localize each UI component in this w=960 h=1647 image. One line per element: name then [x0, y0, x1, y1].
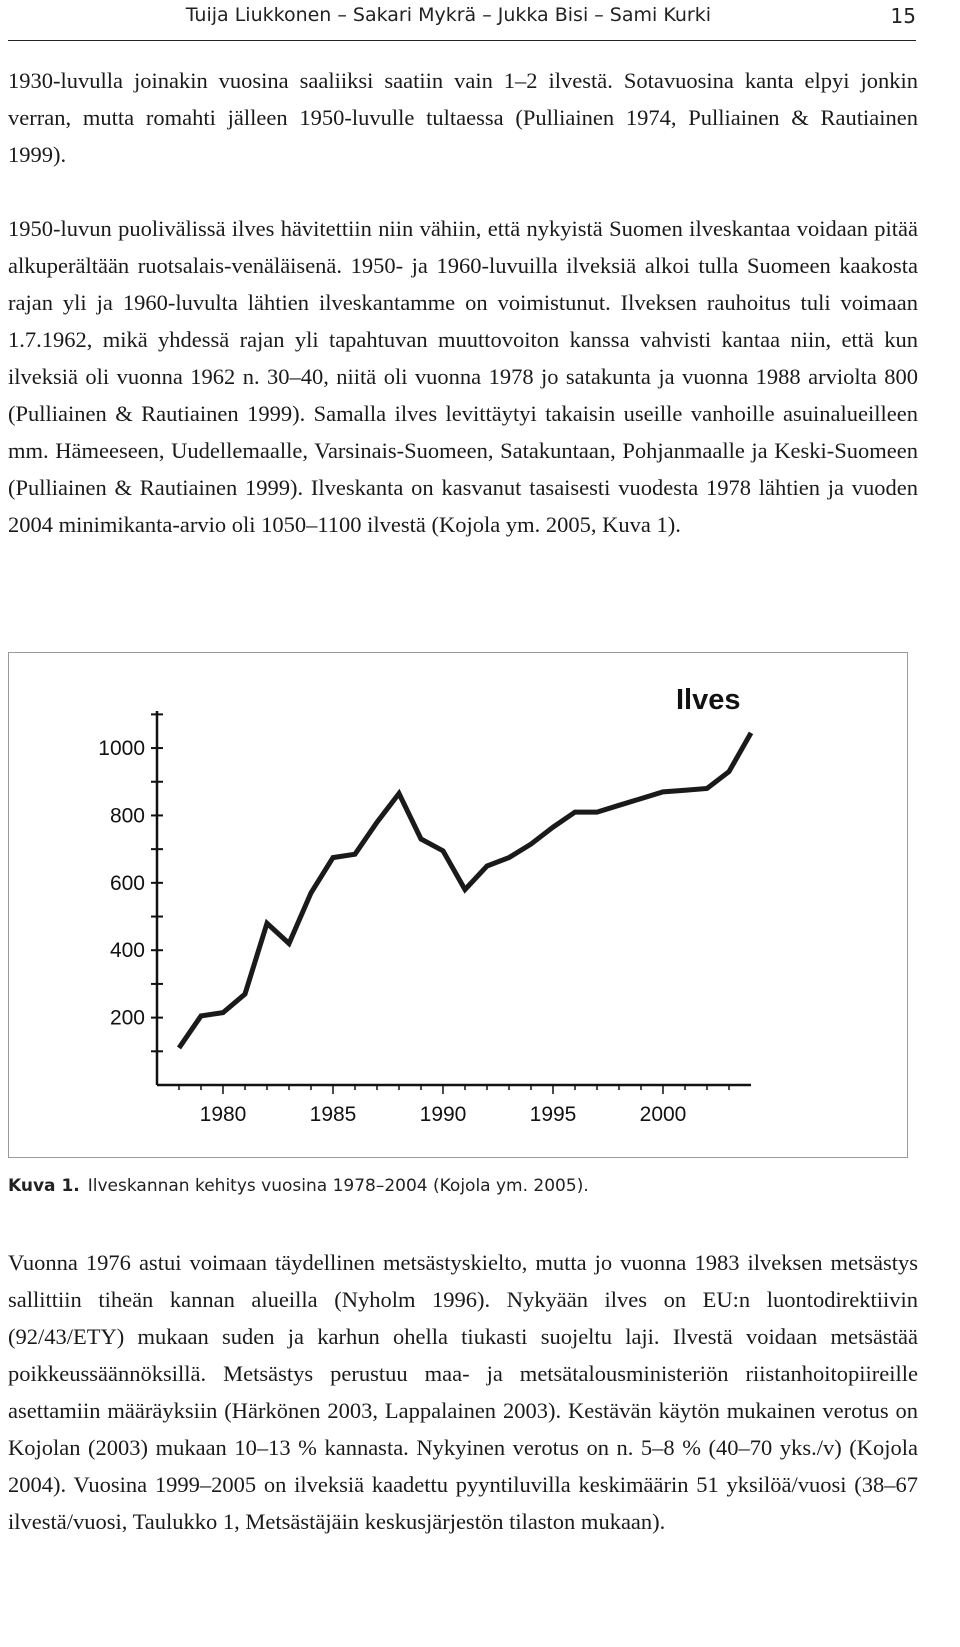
y-tick-label: 200 — [109, 1006, 145, 1030]
running-head-authors: Tuija Liukkonen – Sakari Mykrä – Jukka Bisi – Sami Kurki — [185, 4, 711, 26]
figure-caption — [8, 1176, 918, 1196]
figure-frame — [8, 652, 908, 1158]
paragraph-2: 1950-luvun puolivälissä ilves hävitettiin niin vähiin, että nykyistä Suomen ilveskantaa voidaan pitää alkuperältään ruotsalais-venäläisenä. 1950- ja 1960-luvuilla ilveksiä alkoi tulla Suomeen kaakosta rajan yli ja 1960-luvulta lähtien ilveskantamme on voimistunut. Ilveksen rauhoitus tuli voimaan 1.7.1962, mikä yhdessä rajan yli tapahtuvan muuttovoiton kanssa vahvisti kantaa niin, että kun ilveksiä oli vuonna 1962 n. 30–40, niitä oli vuonna 1978 jo satakunta ja vuonna 1988 arviolta 800 (Pulliainen & Rautiainen 1999). Samalla ilves levittäytyi takaisin useille vanhoille asuinalueilleen mm. Hämeeseen, Uudellemaalle, Varsinais-Suomeen, Satakuntaan, Pohjanmaalle ja Keski-Suomeen (Pulliainen & Rautiainen 1999). Ilveskanta on kasvanut tasaisesti vuodesta 1978 lähtien ja vuoden 2004 minimikanta-arvio oli 1050–1100 ilvestä (Kojola ym. 2005, Kuva 1). — [8, 216, 918, 537]
x-tick-label: 1985 — [309, 1103, 357, 1126]
x-tick-label: 2000 — [639, 1103, 687, 1126]
page-number: 15 — [890, 4, 916, 28]
series-line-ilves — [179, 733, 751, 1048]
paragraph-1: 1930-luvulla joinakin vuosina saaliiksi saatiin vain 1–2 ilvestä. Sotavuosina kanta elpyi jonkin verran, mutta romahti jälleen 1950-luvulle tultaessa (Pulliainen 1974, Pulliainen & Rautiainen 1999). — [8, 68, 918, 167]
y-tick-label: 1000 — [98, 737, 145, 761]
figure-caption-label: Kuva 1. — [8, 1176, 80, 1196]
x-tick-label: 1995 — [529, 1103, 577, 1126]
y-tick-label: 400 — [109, 939, 145, 963]
x-tick-label: 1980 — [199, 1103, 247, 1126]
running-head — [8, 0, 916, 41]
y-tick-label: 800 — [109, 804, 145, 828]
x-tick-label: 1990 — [419, 1103, 467, 1126]
chart-axes — [157, 711, 751, 1085]
y-tick-label: 600 — [109, 871, 145, 895]
figure-caption-text: Ilveskannan kehitys vuosina 1978–2004 (Kojola ym. 2005). — [87, 1176, 589, 1196]
chart-series — [179, 733, 751, 1048]
paragraph-3: Vuonna 1976 astui voimaan täydellinen metsästyskielto, mutta jo vuonna 1983 ilveksen metsästys sallittiin tiheän kannan alueilla (Nyholm 1996). Nykyään ilves on EU:n luontodirektiivin (92/43/ETY) mukaan suden ja karhun ohella tiukasti suojeltu laji. Ilvestä voidaan metsästää poikkeussäännöksillä. Metsästys perustuu maa- ja metsätalousministeriön riistanhoitopiireille asettamiin määräyksiin (Härkönen 2003, Lappalainen 2003). Kestävän käytön mukainen verotus on Kojolan (2003) mukaan 10–13 % kannasta. Nykyinen verotus on n. 5–8 % (40–70 yks./v) (Kojola 2004). Vuosina 1999–2005 on ilveksiä kaadettu pyyntiluvilla keskimäärin 51 yksilöä/vuosi (38–67 ilvestä/vuosi, Taulukko 1, Metsästäjäin keskusjärjestön tilaston mukaan). — [8, 1250, 918, 1534]
chart-ticks — [98, 714, 729, 1126]
lynx-population-chart — [9, 653, 907, 1157]
chart-title: Ilves — [676, 684, 741, 716]
